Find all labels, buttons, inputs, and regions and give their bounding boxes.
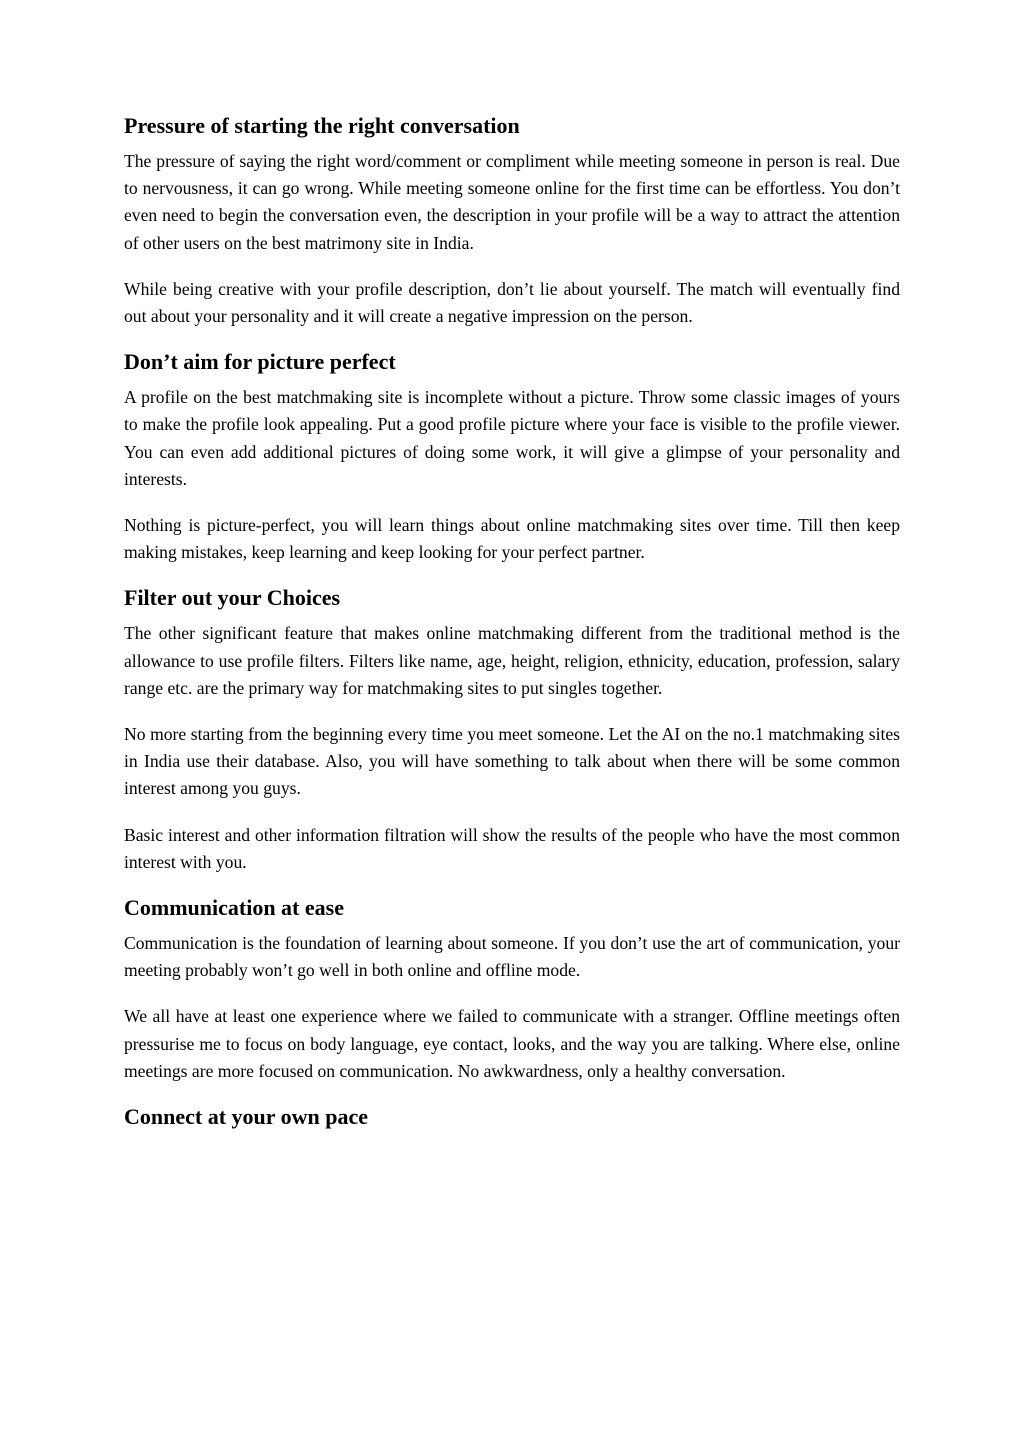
paragraph: While being creative with your profile description, don’t lie about yourself. The match will eventually find out about your personality and it will create a negative impression on the person. <box>124 278 900 327</box>
section-communication <box>124 894 900 1085</box>
paragraph: Communication is the foundation of learning about someone. If you don’t use the art of communication, your meeting probably won’t go well in both online and offline mode. <box>124 933 900 981</box>
section-heading: Communication at ease <box>124 895 344 921</box>
document-page <box>124 112 900 1149</box>
section-heading: Filter out your Choices <box>124 585 341 611</box>
paragraph: Nothing is picture-perfect, you will learn things about online matchmaking sites over time. Till then keep making mistakes, keep learning and keep looking for your perfect partner. <box>124 515 900 563</box>
section-filter-choices <box>124 584 900 876</box>
paragraph: The other significant feature that makes online matchmaking different from the traditional method is the allowance to use profile filters. Filters like name, age, height, religion, ethnicity, education, profession, salary range etc. are the primary way for matchmaking sites to put singles together. <box>124 623 900 698</box>
paragraph: A profile on the best matchmaking site is incomplete without a picture. Throw some classic images of yours to make the profile look appealing. Put a good profile picture where your face is visible to the profile viewer. You can even add additional pictures of doing some work, it will give a glimpse of your personality and interests. <box>124 387 900 489</box>
section-own-pace <box>124 1103 900 1131</box>
paragraph: We all have at least one experience where we failed to communicate with a stranger. Offline meetings often pressurise me to focus on body language, eye contact, looks, and the way you are talking. Where else, online meetings are more focused on communication. No awkwardness, only a healthy conversation. <box>124 1006 900 1081</box>
paragraph: Basic interest and other information filtration will show the results of the people who have the most common interest with you. <box>124 824 900 872</box>
section-picture-perfect <box>124 348 900 566</box>
section-heading: Pressure of starting the right conversation <box>124 113 520 138</box>
paragraph: No more starting from the beginning every time you meet someone. Let the AI on the no.1 matchmaking sites in India use their database. Also, you will have something to talk about when there will be some common interest among you guys. <box>124 724 900 799</box>
section-heading: Don’t aim for picture perfect <box>124 349 396 375</box>
paragraph: The pressure of saying the right word/comment or compliment while meeting someone in person is real. Due to nervousness, it can go wrong. While meeting someone online for the first time can be effortless. You don’t even need to begin the conversation even, the description in your profile will be a way to attract the attention of other users on the best matrimony site in India. <box>124 151 900 253</box>
section-pressure-of-conversation <box>124 112 900 330</box>
section-heading: Connect at your own pace <box>124 1104 369 1130</box>
